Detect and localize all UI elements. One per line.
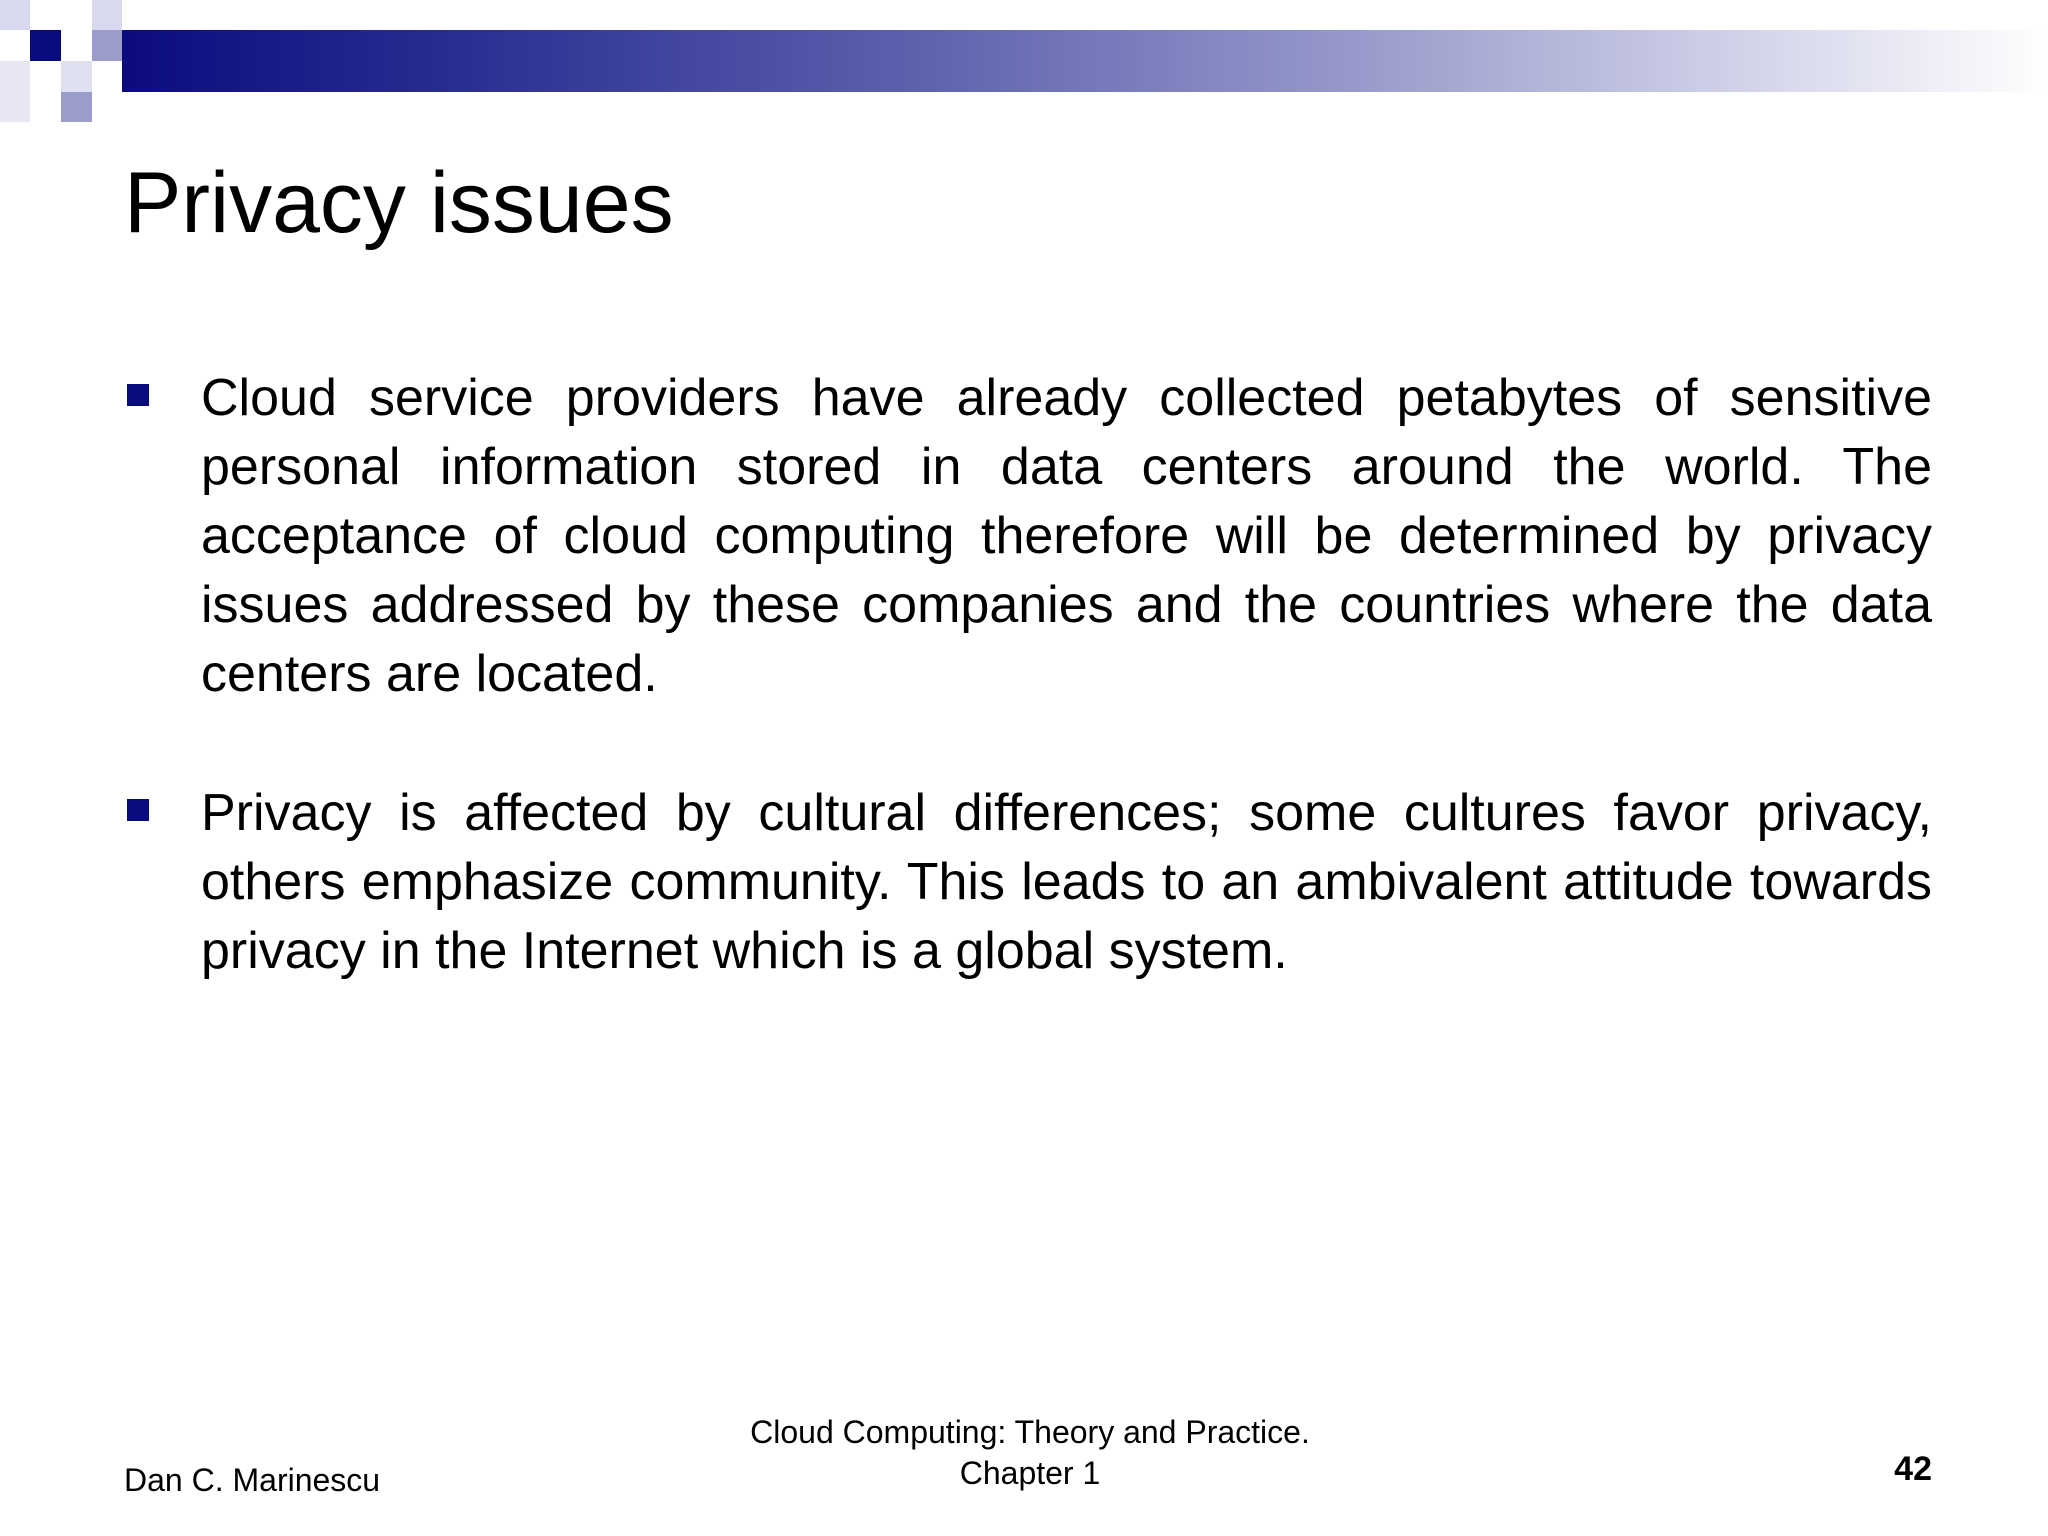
corner-square-mid [92, 30, 122, 61]
square-bullet-icon [127, 384, 149, 406]
slide-title: Privacy issues [124, 155, 674, 251]
bullet-item [124, 779, 1932, 986]
bullet-text: Cloud service providers have already collected petabytes of sensitive personal information stored in data centers around the world. The acceptance of cloud computing therefore will be determined by privacy issues addressed by these companies and the countries where the data centers are located. [201, 369, 1932, 703]
corner-square-dark [30, 30, 61, 61]
page-number: 42 [1894, 1450, 1932, 1488]
footer-chapter-line: Chapter 1 [959, 1455, 1101, 1491]
corner-square-mid [61, 92, 92, 122]
corner-square-light [92, 0, 122, 30]
corner-square-light [0, 0, 30, 30]
corner-square-light [0, 61, 30, 122]
bullet-text: Privacy is affected by cultural differences; some cultures favor privacy, others emphasize community. This leads to an ambivalent attitude towards privacy in the Internet which is a global system. [201, 784, 1932, 980]
bullet-item [124, 364, 1932, 709]
header-gradient-bar [122, 30, 2048, 92]
footer-author: Dan C. Marinescu [124, 1462, 381, 1498]
bullet-list [124, 364, 1932, 1056]
footer-book-line: Cloud Computing: Theory and Practice. [750, 1414, 1310, 1450]
corner-square-light [61, 61, 92, 92]
square-bullet-icon [127, 799, 149, 821]
footer-book-title [680, 1412, 1380, 1494]
